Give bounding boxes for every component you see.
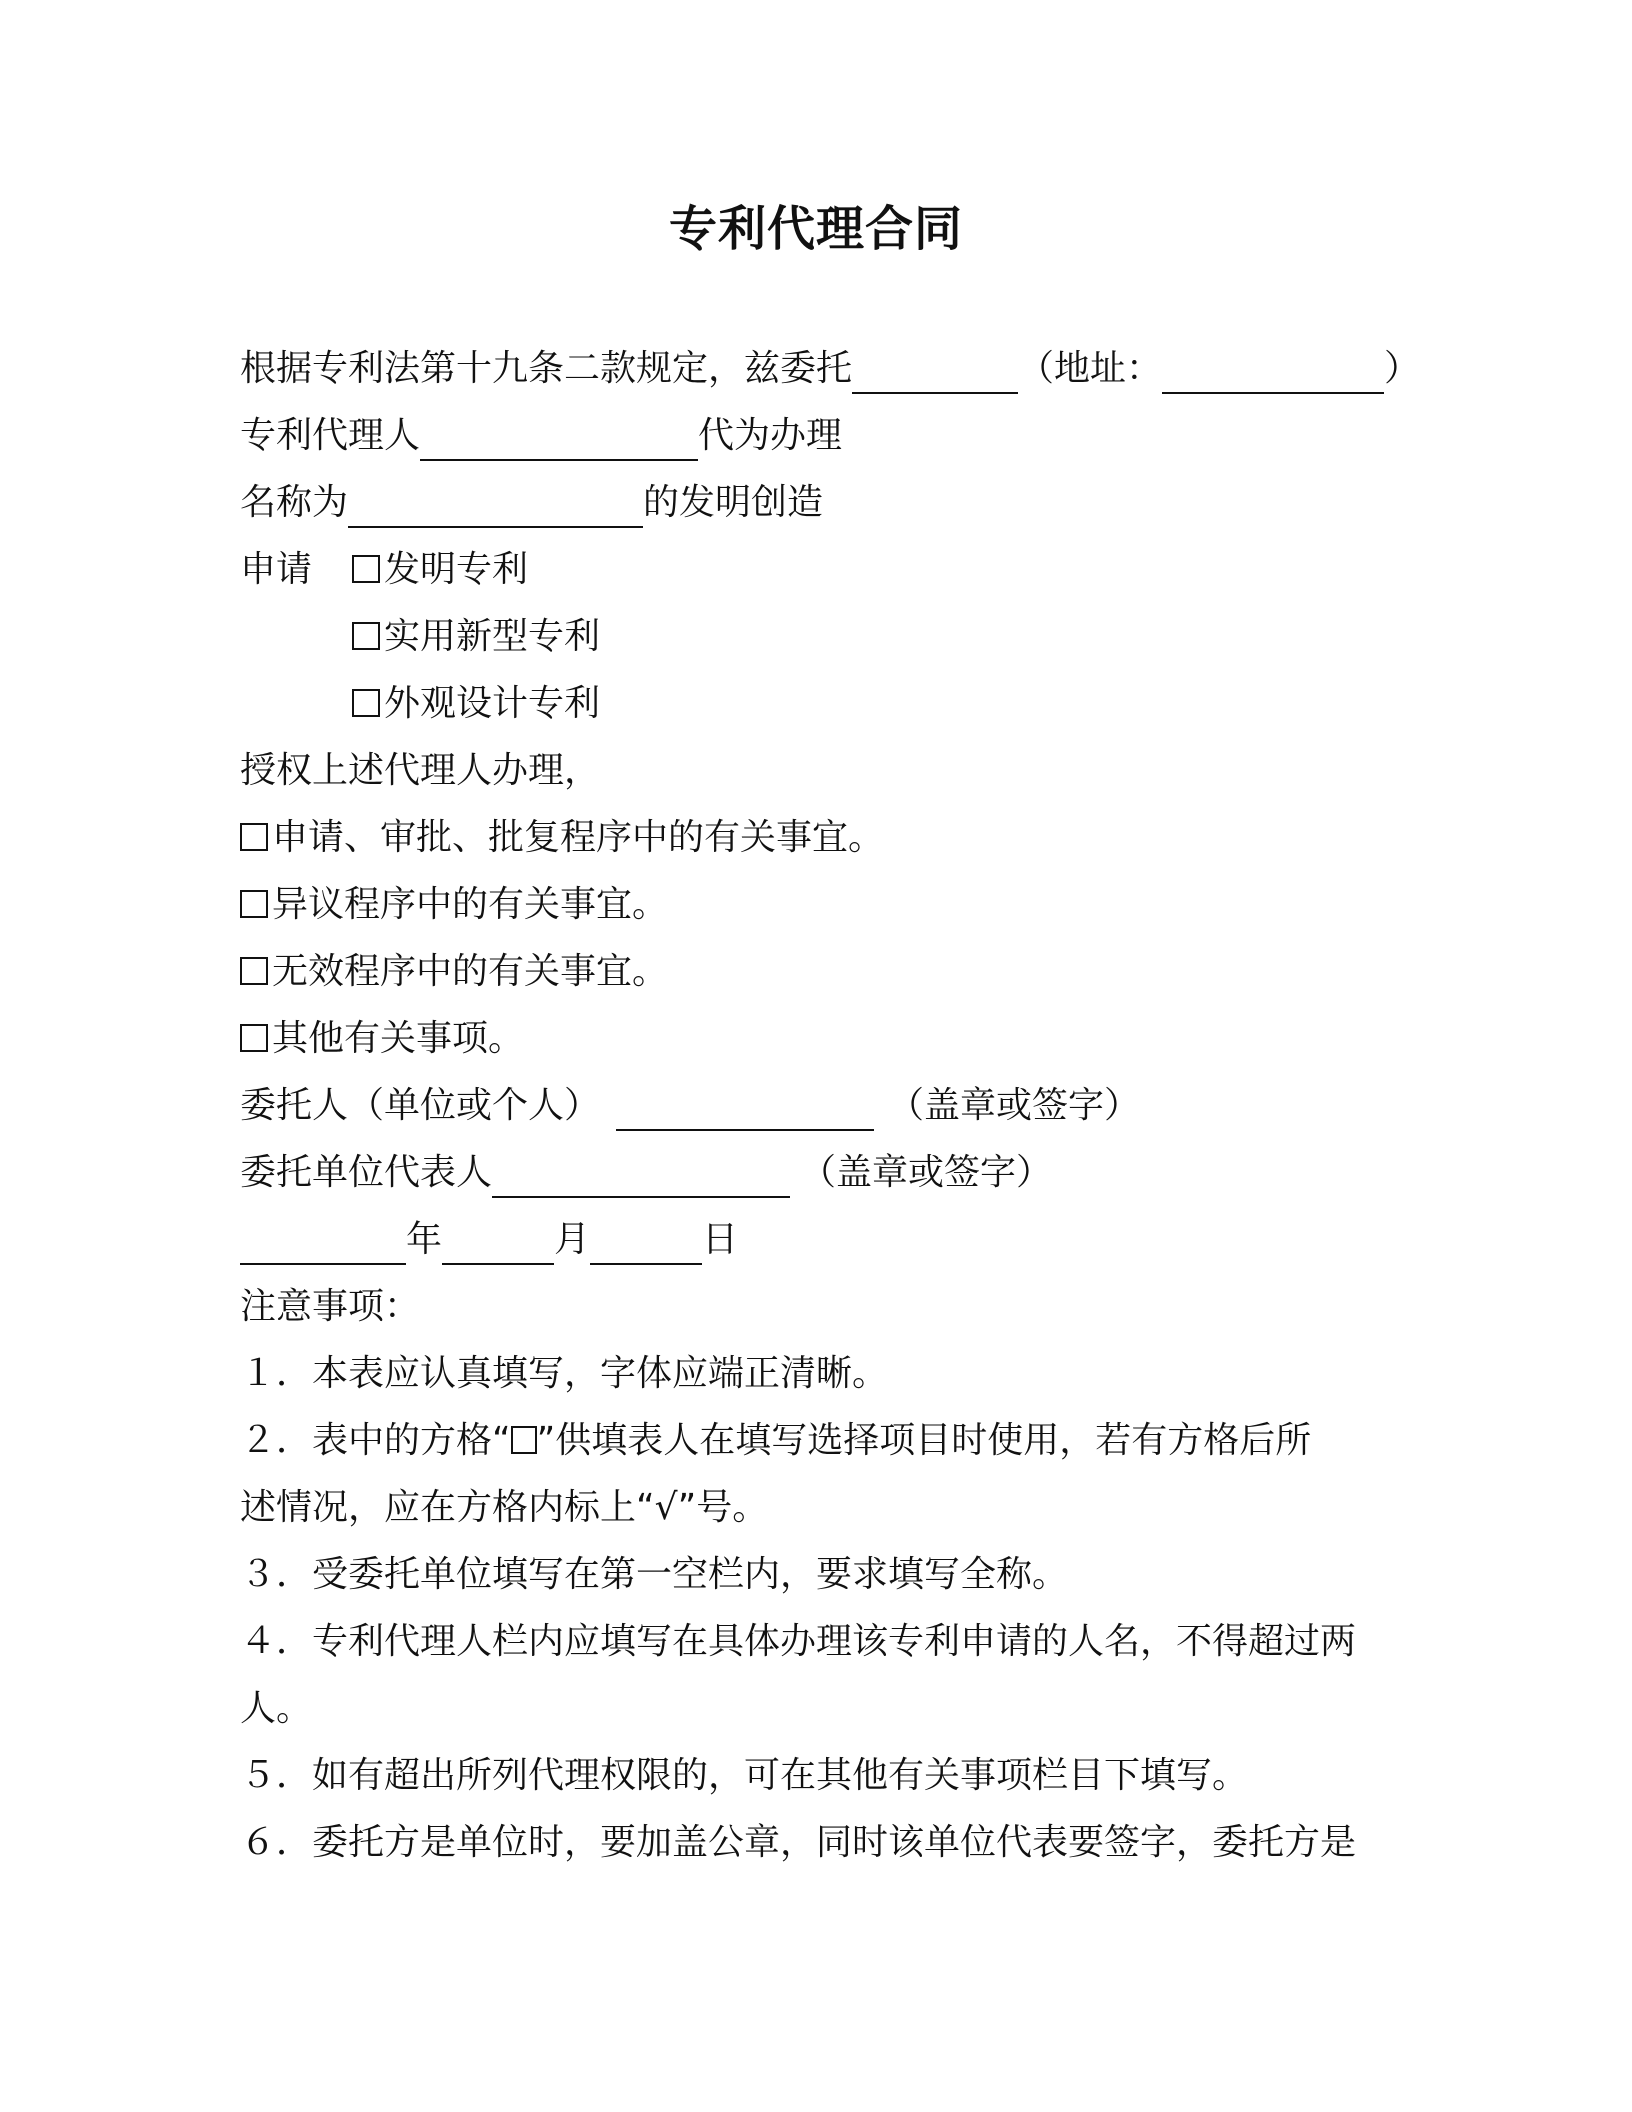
day-blank[interactable] — [590, 1219, 702, 1265]
design-patent-checkbox[interactable] — [352, 689, 380, 717]
client-signature-note: （盖章或签字） — [888, 1085, 1141, 1126]
note-2 — [240, 1416, 1311, 1466]
address-blank[interactable] — [1162, 348, 1384, 394]
authorize-item — [240, 1014, 524, 1064]
agent-blank[interactable] — [420, 415, 698, 461]
note-4: ４．专利代理人栏内应填写在具体办理该专利申请的人名，不得超过两 — [240, 1621, 1357, 1662]
representative-signature-note: （盖章或签字） — [800, 1152, 1053, 1193]
year-label: 年 — [406, 1219, 443, 1260]
authorize-checkbox[interactable] — [240, 823, 268, 851]
representative-signature-label: 委托单位代表人 — [240, 1152, 493, 1193]
authorize-item — [240, 947, 668, 997]
invention-name-line — [240, 478, 823, 528]
intro-line — [240, 344, 1420, 394]
document-title: 专利代理合同 — [668, 201, 963, 257]
client-signature-blank[interactable] — [616, 1085, 874, 1131]
invention-name-blank[interactable] — [348, 482, 643, 528]
utility-model-checkbox[interactable] — [352, 622, 380, 650]
authorize-item-label: 无效程序中的有关事宜。 — [272, 951, 669, 992]
agent-line — [240, 411, 842, 461]
authorize-checkbox[interactable] — [240, 1024, 268, 1052]
invention-name-label: 名称为 — [240, 482, 349, 523]
note-2-part-b: ”供填表人在填写选择项目时使用，若有方格后所 — [536, 1420, 1312, 1461]
apply-label: 申请 — [240, 549, 313, 590]
apply-option-label: 发明专利 — [384, 549, 529, 590]
client-signature-label: 委托人（单位或个人） — [240, 1085, 601, 1126]
note-2-continued: 述情况，应在方格内标上“√”号。 — [240, 1487, 769, 1528]
agent-suffix: 代为办理 — [698, 415, 843, 456]
authorize-item-label: 申请、审批、批复程序中的有关事宜。 — [272, 817, 885, 858]
year-blank[interactable] — [240, 1219, 406, 1265]
representative-signature-blank[interactable] — [492, 1152, 790, 1198]
checkbox-symbol-icon — [511, 1426, 537, 1454]
representative-signature-line — [240, 1148, 1052, 1198]
note-3: ３．受委托单位填写在第一空栏内，要求填写全称。 — [240, 1554, 1069, 1595]
note-1: １．本表应认真填写，字体应端正清晰。 — [240, 1353, 889, 1394]
authorize-item-label: 异议程序中的有关事宜。 — [272, 884, 669, 925]
date-line — [240, 1215, 738, 1265]
address-open-text: （地址： — [1018, 348, 1163, 389]
authorize-item — [240, 813, 884, 863]
note-4-continued: 人。 — [240, 1688, 313, 1729]
authorize-checkbox[interactable] — [240, 890, 268, 918]
authorize-checkbox[interactable] — [240, 957, 268, 985]
note-5: ５．如有超出所列代理权限的，可在其他有关事项栏目下填写。 — [240, 1755, 1249, 1796]
note-6: ６．委托方是单位时，要加盖公章，同时该单位代表要签字，委托方是 — [240, 1822, 1357, 1863]
authorize-item — [240, 880, 668, 930]
client-signature-line — [240, 1081, 1140, 1131]
month-label: 月 — [554, 1219, 591, 1260]
apply-option-invention — [352, 545, 528, 595]
intro-text: 根据专利法第十九条二款规定，兹委托 — [240, 348, 853, 389]
apply-option-design — [352, 679, 600, 729]
note-2-part-a: ２．表中的方格“ — [240, 1420, 511, 1461]
agent-label: 专利代理人 — [240, 415, 421, 456]
day-label: 日 — [702, 1219, 739, 1260]
apply-option-label: 外观设计专利 — [384, 683, 601, 724]
invention-name-suffix: 的发明创造 — [643, 482, 824, 523]
month-blank[interactable] — [442, 1219, 554, 1265]
invention-patent-checkbox[interactable] — [352, 555, 380, 583]
apply-option-utility — [352, 612, 600, 662]
apply-line — [240, 545, 312, 595]
authorize-item-label: 其他有关事项。 — [272, 1018, 525, 1059]
apply-option-label: 实用新型专利 — [384, 616, 601, 657]
address-close-text: ） — [1384, 348, 1421, 389]
authorize-intro: 授权上述代理人办理， — [240, 750, 601, 791]
notes-heading: 注意事项： — [240, 1286, 421, 1327]
client-blank[interactable] — [852, 348, 1018, 394]
